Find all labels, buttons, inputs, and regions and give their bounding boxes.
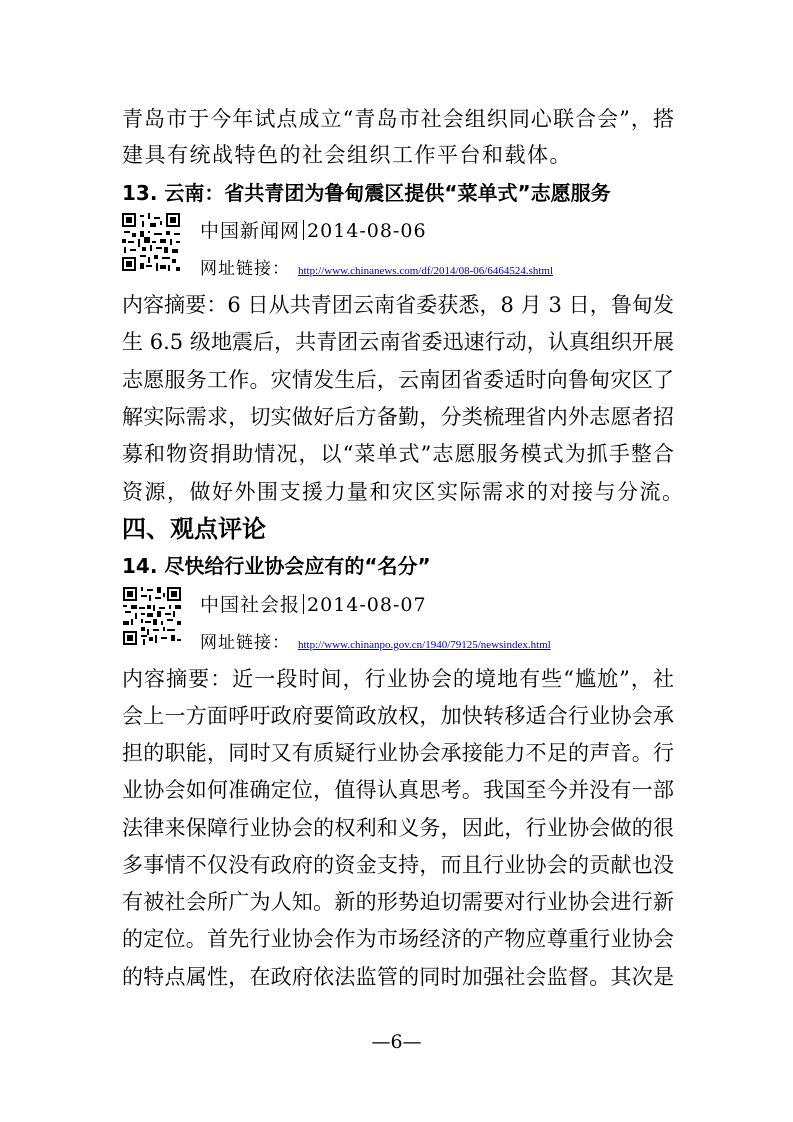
item14-source: 中国社会报 bbox=[200, 594, 301, 616]
item14-summary-line: 会上一方面呼吁政府要简政放权，加快转移适合行业协会承 bbox=[122, 704, 674, 728]
item14-summary-line: 内容摘要：近一段时间，行业协会的境地有些“尴尬”，社 bbox=[122, 667, 674, 691]
item14-summary-line: 的特点属性，在政府依法监管的同时加强社会监督。其次是 bbox=[122, 965, 674, 989]
divider bbox=[303, 594, 304, 614]
intro-line: 青岛市于今年试点成立“青岛市社会组织同心联合会”，搭 bbox=[122, 107, 674, 131]
item13-source-line bbox=[200, 219, 427, 243]
item13-date: 2014-08-06 bbox=[307, 220, 427, 242]
item14-url-label: 网址链接： bbox=[200, 633, 290, 653]
item14-summary-line: 的定位。首先行业协会作为市场经济的产物应尊重行业协会 bbox=[122, 927, 674, 951]
item13-url-link[interactable]: http://www.chinanews.com/df/2014/08-06/6464524.shtml bbox=[298, 265, 554, 277]
item13-summary-line: 志愿服务工作。灾情发生后，云南团省委适时向鲁甸灾区了 bbox=[122, 368, 674, 392]
item13-summary-line: 资源，做好外围支援力量和灾区实际需求的对接与分流。 bbox=[122, 480, 685, 504]
item13-source: 中国新闻网 bbox=[200, 220, 301, 242]
item14-summary-line: 有被社会所广为人知。新的形势迫切需要对行业协会进行新 bbox=[122, 890, 674, 914]
intro-line: 建具有统战特色的社会组织工作平台和载体。 bbox=[122, 143, 572, 167]
item14-source-line bbox=[200, 593, 427, 617]
item13-summary-line: 生 6.5 级地震后，共青团云南省委迅速行动，认真组织开展 bbox=[122, 330, 674, 354]
item13-title: 13. 云南：省共青团为鲁甸震区提供“菜单式”志愿服务 bbox=[122, 181, 611, 205]
page-number: —6— bbox=[371, 1031, 422, 1053]
item13-summary-line: 募和物资捐助情况，以“菜单式”志愿服务模式为抓手整合 bbox=[122, 442, 674, 466]
item14-title: 14. 尽快给行业协会应有的“名分” bbox=[122, 554, 431, 578]
divider bbox=[303, 220, 304, 240]
item13-summary-line: 内容摘要：6 日从共青团云南省委获悉，8 月 3 日，鲁甸发 bbox=[122, 293, 674, 317]
item14-summary-line: 业协会如何准确定位，值得认真思考。我国至今并没有一部 bbox=[122, 778, 674, 802]
item13-url-label: 网址链接： bbox=[200, 259, 290, 279]
item14-url-link[interactable]: http://www.chinanpo.gov.cn/1940/79125/newsindex.html bbox=[298, 639, 551, 651]
item14-url-row bbox=[200, 632, 551, 656]
section4-title: 四、观点评论 bbox=[122, 515, 266, 543]
item14-date: 2014-08-07 bbox=[307, 594, 427, 616]
qr-code-icon bbox=[122, 213, 180, 271]
item13-url-row bbox=[200, 258, 553, 282]
item14-summary-line: 法律来保障行业协会的权利和义务，因此，行业协会做的很 bbox=[122, 816, 674, 840]
qr-code-icon bbox=[123, 587, 181, 645]
item13-summary-line: 解实际需求，切实做好后方备勤，分类梳理省内外志愿者招 bbox=[122, 405, 674, 429]
item14-summary-line: 担的职能，同时又有质疑行业协会承接能力不足的声音。行 bbox=[122, 741, 674, 765]
item14-summary-line: 多事情不仅没有政府的资金支持，而且行业协会的贡献也没 bbox=[122, 853, 674, 877]
